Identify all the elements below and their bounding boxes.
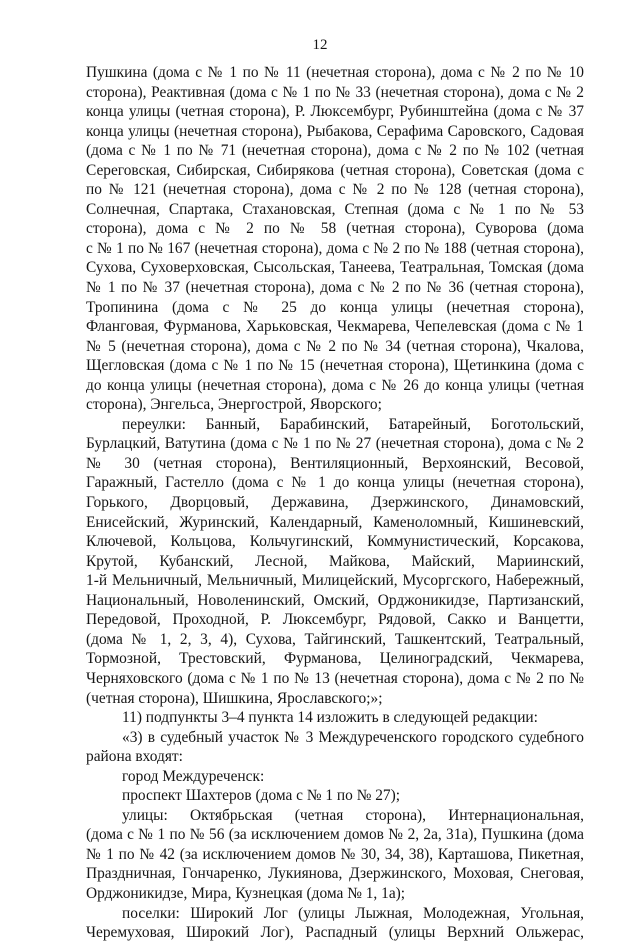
text-line: Тропинина (дома с № 25 до конца улицы (нечетная сторона), [86,298,584,316]
text-line: Тормозной, Трестовский, Фурманова, Целиноградский, Чекмарева, [86,650,584,668]
text-line: Сереговская, Сибирская, Сибирякова (четная сторона), Советская (дома с [86,161,584,179]
text-line: Енисейский, Журинский, Календарный, Каменоломный, Кишиневский, [86,513,584,531]
text-line: конца улицы (нечетная сторона), Рыбакова, Серафима Саровского, Садовая [86,122,584,140]
text-line: (дома № 1, 2, 3, 4), Сухова, Тайгинский, Ташкентский, Театральный, [86,630,584,648]
text-line: с № 1 по № 167 (нечетная сторона), дома с № 2 по № 188 (четная сторона), [86,239,584,257]
text-line: Орджоникидзе, Мира, Кузнецкая (дома № 1, 1а); [86,884,406,902]
text-line: Ключевой, Кольцова, Кольчугинский, Коммунистический, Корсакова, [86,533,584,551]
text-line: Горького, Дворцовый, Державина, Дзержинского, Динамовский, [86,494,584,512]
text-line: Передовой, Проходной, Р. Люксембург, Рядовой, Сакко и Ванцетти, [86,611,584,629]
text-line: до конца улицы (нечетная сторона), дома с № 26 до конца улицы (четная [86,376,584,394]
text-line: 11) подпункты 3–4 пункта 14 изложить в следующей редакции: [122,709,538,727]
text-line: конца улицы (четная сторона), Р. Люксембург, Рубинштейна (дома с № 37 [86,103,584,121]
text-line: Праздничная, Гончаренко, Лукиянова, Дзержинского, Моховая, Снеговая, [86,865,584,883]
text-line: Национальный, Новоленинский, Омский, Орджоникидзе, Партизанский, [86,591,584,609]
text-line: Крутой, Кубанский, Лесной, Майкова, Майский, Мариинский, [86,552,584,570]
text-line: Черняховского (дома с № 1 по № 13 (нечетная сторона), дома с № 2 по № [86,669,584,687]
text-line: (дома с № 1 по № 56 (за исключением домов № 2, 2а, 31а), Пушкина (дома [86,826,584,844]
text-line: сторона), Энгельса, Энергострой, Яворского; [86,396,382,414]
text-line: сторона), Реактивная (дома с № 1 по № 33 (нечетная сторона), дома с № 2 [86,83,584,101]
text-line: Гаражный, Гастелло (дома с № 1 до конца улицы (нечетная сторона), [86,474,584,492]
text-line: (четная сторона), Шишкина, Ярославского;»; [86,689,383,707]
text-line: № 1 по № 37 (нечетная сторона), дома с № 2 по № 36 (четная сторона), [86,279,584,297]
text-line: (дома с № 1 по № 71 (нечетная сторона), дома с № 2 по № 102 (четная [86,142,584,160]
text-line: района входят: [86,748,183,766]
text-line: Солнечная, Спартака, Стахановская, Степная (дома с № 1 по № 53 [86,200,584,218]
text-line: «3) в судебный участок № 3 Междуреченского городского судебного [122,728,584,746]
text-line: поселки: Широкий Лог (улицы Лыжная, Молодежная, Угольная, [122,904,584,922]
text-line: улицы: Октябрьская (четная сторона), Интернациональная, [122,806,584,824]
text-line: 1-й Мельничный, Мельничный, Милицейский, Мусоргского, Набережный, [86,572,584,590]
text-line: № 30 (четная сторона), Вентиляционный, Верхоянский, Весовой, [86,454,584,472]
text-line: город Междуреченск: [122,767,265,785]
text-line: по № 121 (нечетная сторона), дома с № 2 по № 128 (четная сторона), [86,181,584,199]
text-line: переулки: Банный, Барабинский, Батарейный, Боготольский, [122,415,584,433]
text-line: Черемуховая, Широкий Лог), Распадный (улицы Верхний Ольжерас, [86,924,584,942]
text-line: № 5 (нечетная сторона), дома с № 2 по № 34 (четная сторона), Чкалова, [86,337,584,355]
text-line: № 1 по № 42 (за исключением домов № 30, 34, 38), Карташова, Пикетная, [86,845,584,863]
text-line: сторона), дома с № 2 по № 58 (четная сторона), Суворова (дома [86,220,584,238]
document-body [86,63,584,943]
text-line: Бурлацкий, Ватутина (дома с № 1 по № 27 (нечетная сторона), дома с № 2 [86,435,584,453]
text-line: Фланговая, Фурманова, Харьковская, Чекмарева, Чепелевская (дома с № 1 [86,318,584,336]
text-line: Пушкина (дома с № 1 по № 11 (нечетная сторона), дома с № 2 по № 10 [86,64,584,81]
page-number: 12 [312,37,328,53]
text-line: Сухова, Суховерховская, Сысольская, Танеева, Театральная, Томская (дома [86,259,584,277]
text-line: Щегловская (дома с № 1 по № 15 (нечетная сторона), Щетинкина (дома с [86,357,584,375]
text-line: проспект Шахтеров (дома с № 1 по № 27); [122,787,401,805]
